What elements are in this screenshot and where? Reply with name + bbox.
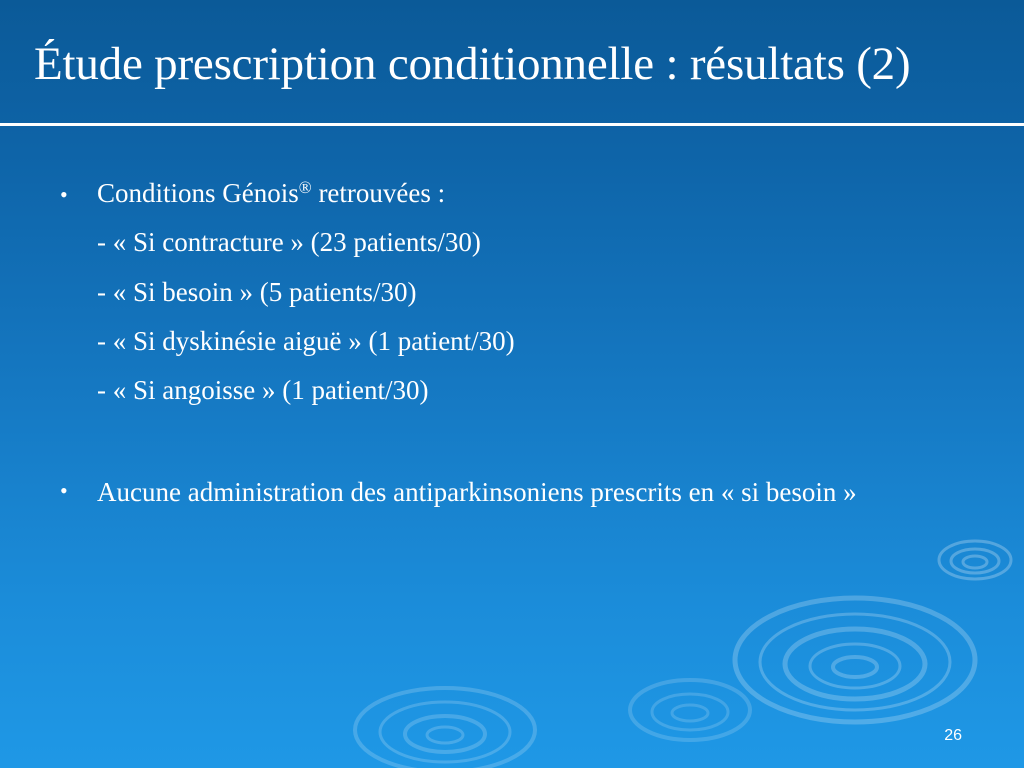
bullet-marker: • — [60, 182, 68, 207]
page-number: 26 — [944, 727, 962, 744]
sub-item-contracture: - « Si contracture » (23 patients/30) — [97, 227, 481, 257]
sub-item-angoisse: - « Si angoisse » (1 patient/30) — [97, 375, 429, 405]
slide-title: Étude prescription conditionnelle : résultats (2) — [34, 38, 911, 90]
bullet-conditions-text: Conditions Génois — [97, 178, 299, 208]
sub-item-dyskinesie: - « Si dyskinésie aiguë » (1 patient/30) — [97, 326, 515, 356]
bullet-conditions-text-end: retrouvées : — [311, 178, 446, 208]
registered-mark: ® — [298, 178, 312, 197]
sub-item-besoin: - « Si besoin » (5 patients/30) — [97, 277, 417, 307]
bullet-marker: • — [60, 478, 68, 503]
bullet-conditions — [97, 178, 445, 209]
bullet-aucune-administration: Aucune administration des antiparkinsoniens prescrits en « si besoin » — [97, 477, 857, 507]
